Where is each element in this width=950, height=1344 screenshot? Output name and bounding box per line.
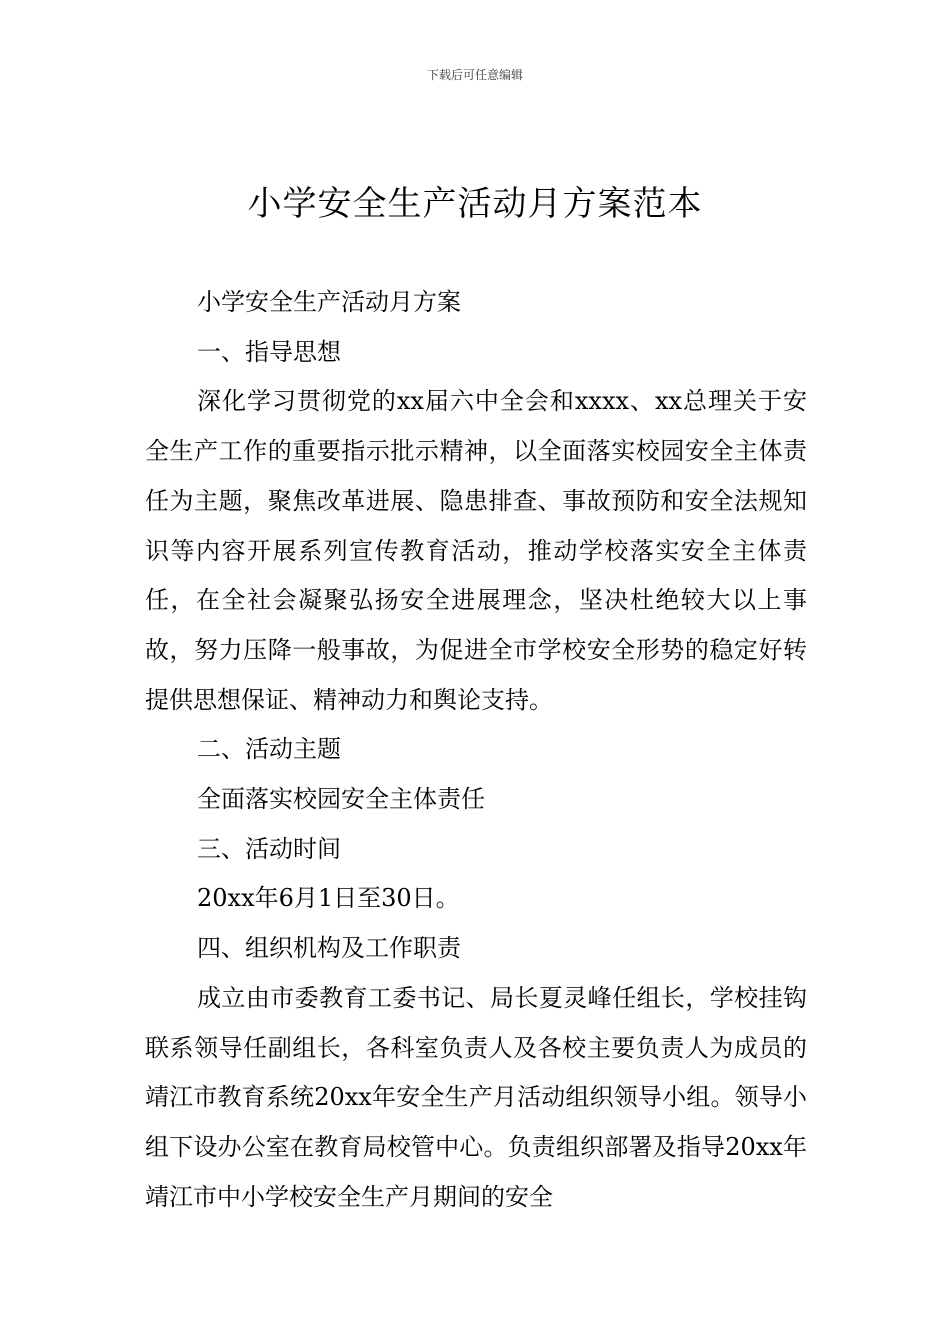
section-heading-organization: 四、组织机构及工作职责 bbox=[197, 934, 461, 963]
paragraph-activity-time: 20xx年6月1日至30日。 bbox=[197, 884, 460, 913]
page-header-note: 下载后可任意编辑 bbox=[426, 68, 523, 82]
paragraph-organization: 成立由市委教育工委书记、局长夏灵峰任组长，学校挂钩联系领导任副组长，各科室负责人及各校主要负责人为成员的靖江市教育系统20xx年安全生产月活动组织领导小组。领导小组下设办公室在教育局校管中心。负责组织部署及指导20xx年靖江市中小学校安全生产月期间的安全 bbox=[145, 983, 807, 1211]
section-heading-activity-theme: 二、活动主题 bbox=[197, 735, 341, 764]
paragraph-activity-theme: 全面落实校园安全主体责任 bbox=[197, 785, 485, 814]
section-heading-guiding-ideology: 一、指导思想 bbox=[197, 337, 341, 366]
document-body bbox=[145, 278, 807, 1222]
section-heading-activity-time: 三、活动时间 bbox=[197, 834, 341, 863]
document-title: 小学安全生产活动月方案范本 bbox=[247, 184, 703, 224]
paragraph-guiding-ideology: 深化学习贯彻党的xx届六中全会和xxxx、xx总理关于安全生产工作的重要指示批示精神，以全面落实校园安全主体责任为主题，聚焦改革进展、隐患排查、事故预防和安全法规知识等内容开展系列宣传教育活动，推动学校落实安全主体责任，在全社会凝聚弘扬安全进展理念，坚决杜绝较大以上事故，努力压降一般事故，为促进全市学校安全形势的稳定好转提供思想保证、精神动力和舆论支持。 bbox=[145, 387, 807, 714]
paragraph-plan-name: 小学安全生产活动月方案 bbox=[197, 288, 461, 316]
